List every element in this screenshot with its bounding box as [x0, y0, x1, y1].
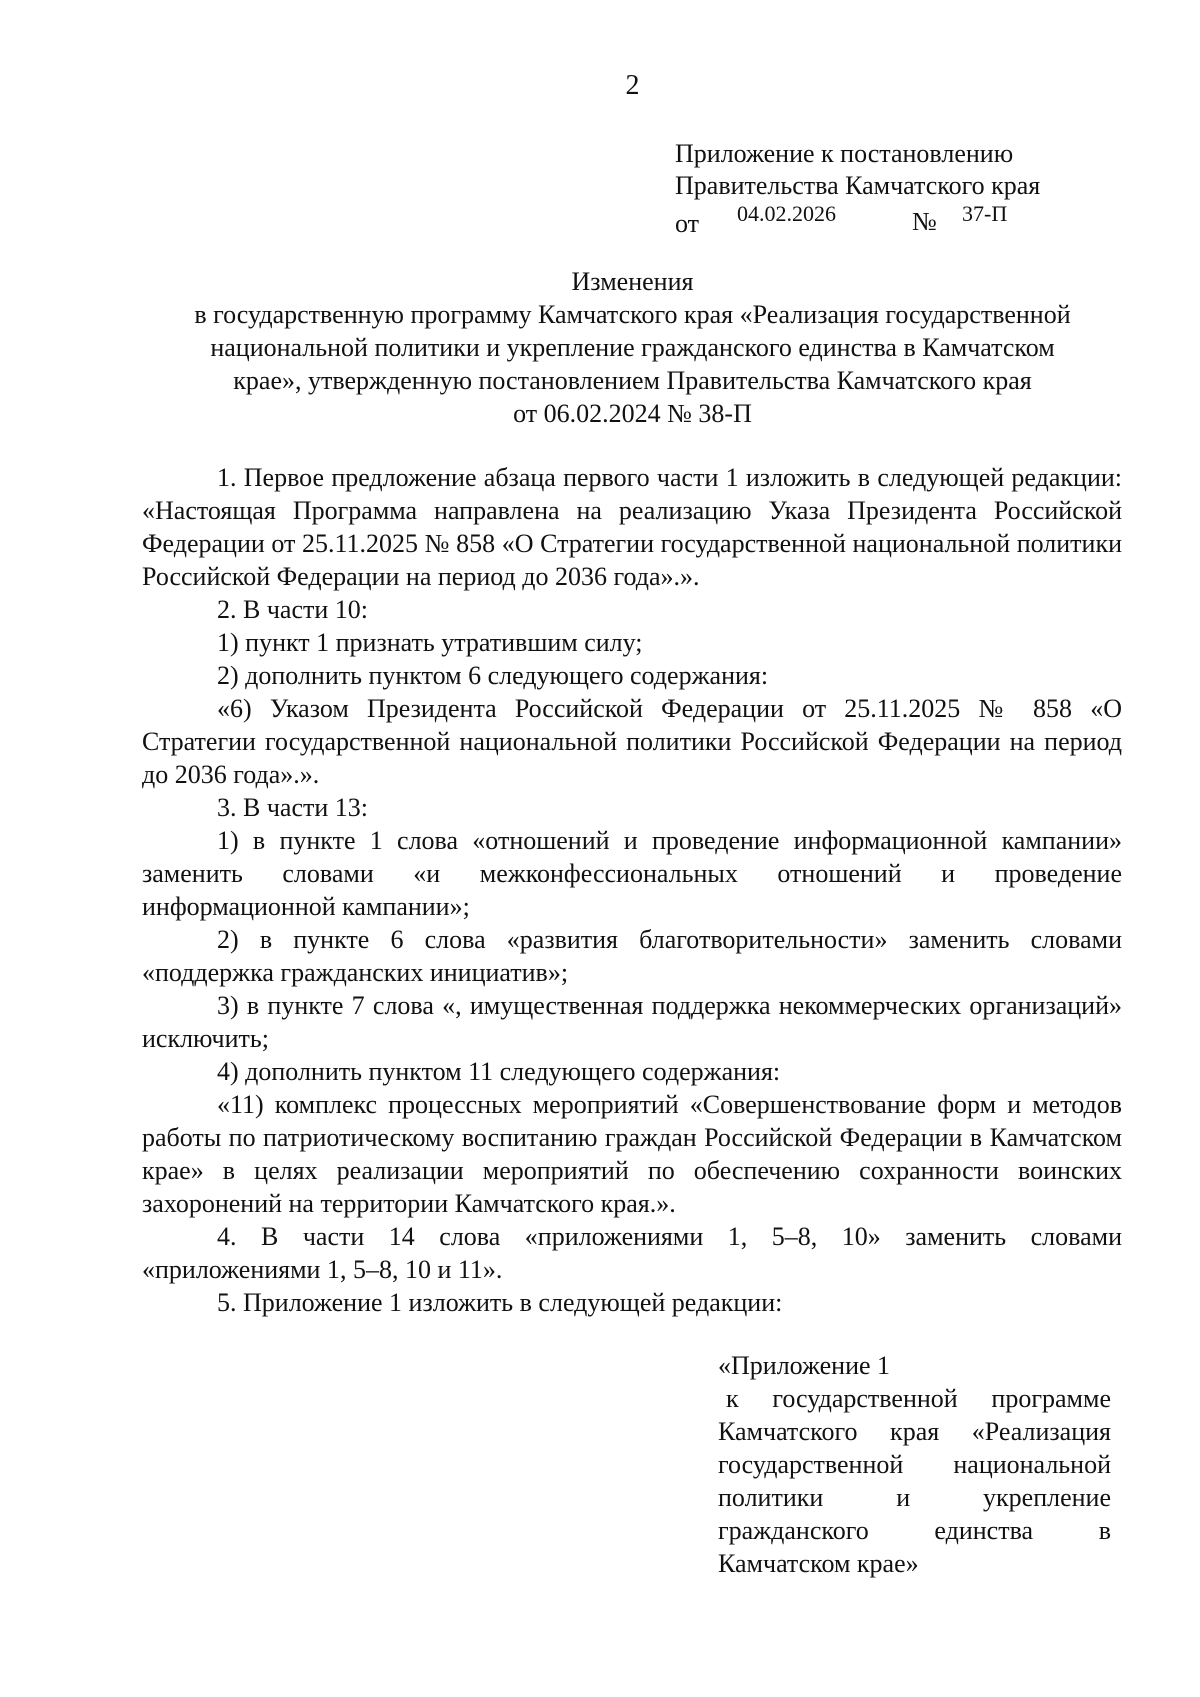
header-line-1: Приложение к постановлению [675, 139, 1014, 168]
paragraph: 3. В части 13: [217, 793, 368, 822]
document-title [140, 265, 1125, 430]
from-label: от [675, 209, 700, 238]
paragraph: 2. В части 10: [217, 595, 368, 624]
paragraph: 2) в пункте 6 слова «развития благотворительности» заменить словами «поддержка гражданских инициатив»; [142, 925, 1122, 987]
title-line-3: национальной политики и укрепление гражданского единства в Камчатском [210, 333, 1055, 362]
resolution-number: 37-П [962, 201, 1008, 226]
paragraph: 5. Приложение 1 изложить в следующей редакции: [217, 1288, 783, 1317]
appendix-1-subtitle: к государственной программе Камчатского края «Реализация государственной национальной политики и укрепление гражданского единства в Камчатском крае» [718, 1384, 1111, 1578]
paragraph: 4) дополнить пунктом 11 следующего содержания: [217, 1057, 781, 1086]
header-date-row [675, 202, 1135, 236]
paragraph: «6) Указом Президента Российской Федерации от 25.11.2025 № 858 «О Стратегии государственной национальной политики Российской Федерации на период до 2036 года».». [142, 694, 1122, 789]
header-line-2: Правительства Камчатского края [675, 171, 1041, 200]
title-line-4: крае», утвержденную постановлением Правительства Камчатского края [233, 366, 1032, 395]
appendix-1-header [718, 1349, 1111, 1580]
paragraph: 1) пункт 1 признать утратившим силу; [217, 628, 643, 657]
number-label: № [912, 207, 937, 236]
paragraph: 4. В части 14 слова «приложениями 1, 5–8, 10» заменить словами «приложениями 1, 5–8, 10 и 11». [142, 1222, 1122, 1284]
appendix-1-title: «Приложение 1 [718, 1351, 891, 1380]
appendix-header [675, 138, 1135, 236]
resolution-date: 04.02.2026 [737, 201, 836, 226]
document-body [142, 461, 1122, 1319]
paragraph: 1) в пункте 1 слова «отношений и проведение информационной кампании» заменить словами «и межконфессиональных отношений и проведение информационной кампании»; [142, 826, 1122, 921]
paragraph: 2) дополнить пунктом 6 следующего содержания: [217, 661, 769, 690]
title-line-5: от 06.02.2024 № 38-П [513, 399, 752, 428]
paragraph: «11) комплекс процессных мероприятий «Совершенствование форм и методов работы по патриотическому воспитанию граждан Российской Федерации в Камчатском крае» в целях реализации мероприятий по обеспечению сохранности воинских захоронений на территории Камчатского края.». [142, 1090, 1122, 1218]
paragraph: 1. Первое предложение абзаца первого части 1 изложить в следующей редакции: «Настоящая Программа направлена на реализацию Указа Президента Российской Федерации от 25.11.2025 № 858 «О Стратегии государственной национальной политики Российской Федерации на период до 2036 года».». [142, 463, 1122, 591]
page-number: 2 [625, 70, 640, 101]
paragraph: 3) в пункте 7 слова «, имущественная поддержка некоммерческих организаций» исключить; [142, 991, 1122, 1053]
title-line-2: в государственную программу Камчатского края «Реализация государственной [194, 300, 1071, 329]
title-line-1: Изменения [571, 267, 694, 296]
